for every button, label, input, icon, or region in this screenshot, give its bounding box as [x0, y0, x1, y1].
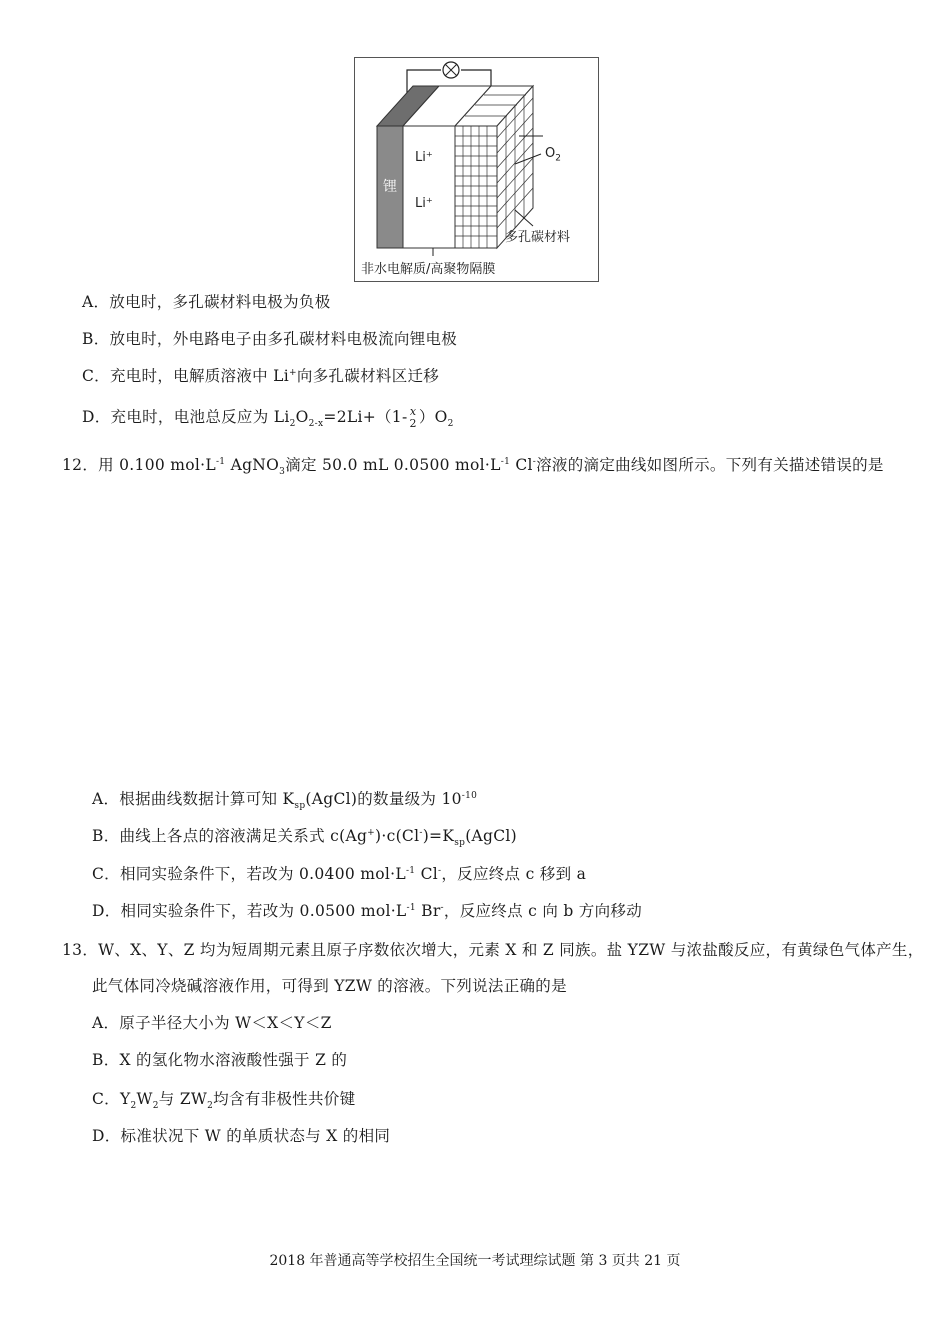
battery-diagram-svg: [355, 58, 598, 281]
li-ion-label: Li⁺: [415, 150, 433, 165]
q11-option-b: B．放电时，外电路电子由多孔碳材料电极流向锂电极: [82, 330, 458, 348]
q12-option-a: A．根据曲线数据计算可知 $K_{sp}(AgCl)$的数量级为 $10^{-10}$: [92, 790, 478, 812]
o2-label: $O_2$: [545, 146, 561, 164]
porous-carbon-label: 多孔碳材料: [505, 230, 571, 245]
q11-option-d: D．充电时，电池总反应为 $Li_2O_{2-x}=2Li+(1-$ x 2 ）$O_2$: [82, 405, 454, 430]
membrane-label: 非水电解质/高聚物隔膜: [361, 262, 496, 277]
q12-stem: 12．用 0.100 $mol\cdot L^{-1}$ AgNO$_3$滴定 50.0 mL 0.0500 $mol\cdot L^{-1}$ Cl-溶液的滴定曲线如图所示。下列有关描述错误的是: [62, 456, 884, 478]
q11-option-c: C．充电时，电解质溶液中 Li+向多孔碳材料区迁移: [82, 367, 440, 385]
li-ion-label: Li⁺: [415, 196, 433, 211]
fraction-x-over-2: x 2: [409, 405, 417, 430]
q13-stem-line2: 此气体同冷烧碱溶液作用，可得到 YZW 的溶液。下列说法正确的是: [92, 977, 567, 995]
q12-option-d: D．相同实验条件下，若改为 0.0500 $mol\cdot L^{-1}$ Br-，反应终点 c 向 b 方向移动: [92, 902, 643, 920]
page-footer: 2018 年普通高等学校招生全国统一考试理综试题 第 3 页共 21 页: [269, 1253, 681, 1269]
q12-option-c: C．相同实验条件下，若改为 0.0400 $mol\cdot L^{-1}$ Cl-，反应终点 c 移到 a: [92, 865, 587, 883]
q13-option-c: C．$Y_2W_2$与 $ZW_2$均含有非极性共价键: [92, 1090, 356, 1112]
battery-diagram: [354, 57, 599, 282]
q13-option-b: B．X 的氢化物水溶液酸性强于 Z 的: [92, 1051, 348, 1069]
q12-option-b: B．曲线上各点的溶液满足关系式 $c(Ag^+)\cdot c(Cl^-)=K_{sp}(AgCl)$: [92, 827, 518, 849]
q13-option-a: A．原子半径大小为 W＜X＜Y＜Z: [92, 1014, 332, 1032]
lithium-label: 锂: [383, 179, 397, 195]
q13-stem-line1: 13．W、X、Y、Z 均为短周期元素且原子序数依次增大，元素 X 和 Z 同族。盐 YZW 与浓盐酸反应，有黄绿色气体产生，: [62, 941, 924, 959]
q13-option-d: D．标准状况下 W 的单质状态与 X 的相同: [92, 1127, 391, 1145]
q11-option-a: A．放电时，多孔碳材料电极为负极: [82, 293, 331, 311]
